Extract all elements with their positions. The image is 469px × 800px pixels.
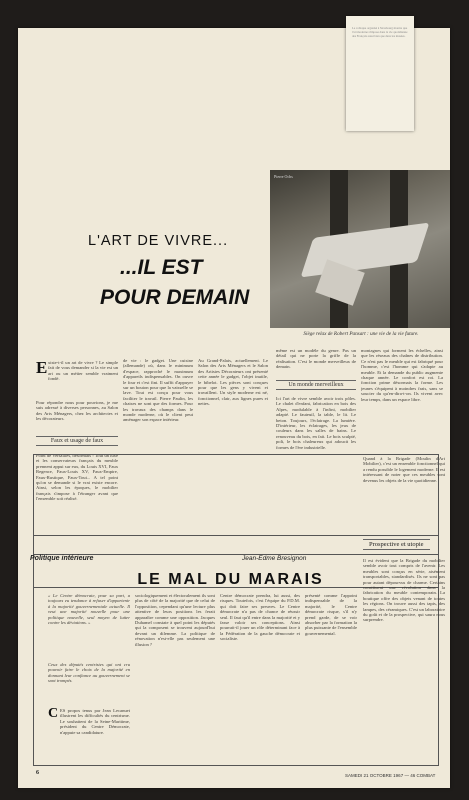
page-number: 6 [36, 770, 39, 776]
column-text: Pour répondre nous pour pouvions, je me suis adressé à diverses personnes, au Salon des Arts Ménagers, chez les architectes et les décorateurs. [36, 400, 118, 422]
column-text: « Le Centre démocrate, pour sa part, a toujours eu tendance à refuser d'appartenir à la majorité gouvernementale actuelle. Il veut une majorité nouvelle pour une politique nouvelle, seul moyen de lutter contre les déviations. » [48, 593, 130, 626]
column-text: Centre démocrate prendra, lui aussi, des risques. Toutefois, c'est l'équipe du P.D.M. qui doit faire ses preuves. Le Centre démocrate n'a pas de chance de réussir seul. Il faut qu'il entre dans la majorité et y fasse valoir ses conceptions. Ainsi pourrait-il jouer un rôle déterminant face à la Fédération de la gauche démocrate et socialiste. [220, 593, 300, 642]
article-box-title: LE MAL DU MARAIS [137, 571, 324, 588]
clipping-text: Le colloque organisé à Strasbourg montre que l'art moderne s'impose dans la vie quotidienne des Français aussi bien que dans les musées. [352, 26, 408, 38]
column-text: Ici l'art de vivre semble avoir trois pôles. Le chalet d'enfant, fabrication en bois des Alpes, modulable à l'infini, mobilier adapté. Le fauteuil, la table, le lit. Le beton. Toujours, l'éclairage. La lumière. D'intérieur, les éclairages, les jeux de couleurs dans les salles de bains. Le renouveau du bois, en fait. Le bois sculpté, poli, le bois chaleureux qui adoucit les formes de l'ère industrielle. [276, 396, 356, 450]
article-subtitle-line1: ...IL EST [120, 256, 203, 279]
section-head-prospective: Prospective et utopie [363, 539, 430, 550]
photo-caption: Siège relax de Robert Pansart : une vie de la vie future. [303, 331, 419, 337]
column-text: Au Grand-Palais, actuellement. Le Salon des Arts Ménagers et le Salon des Artistes Décorateurs ont présenté cette année le gadget, l'objet inutile, le bibelot. Les pièces sont conçues pour que les gens y vivent et travaillent. Un style moderne est né, fonctionnel, clair, aux lignes pures et nettes. [198, 358, 268, 407]
column-text: ES propos tenus par Jean Lecanuet illustrent les difficultés du centrisme. Le souhaitent de la Seine-Maritime, président du Centre Démocrate, n'appuie sa candidature. [60, 708, 130, 735]
column-text: de vie : le gadget. Une cuisine (allemande) où, dans le minimum d'espace, rapproché le maximum d'appareils indispensables. On ouvre le four et c'est fini. Il suffit d'appuyer sur un bouton pour que la vaisselle se lave. Tout est conçu pour vous faciliter le travail. Pierre Paulin, les chaises ne sont que des formes. Pour les travaux des champs dans le monde moderne, où le client peut aménager son espace intérieur. [123, 358, 193, 423]
box-divider [34, 554, 438, 555]
column-text: même est un modèle du genre. Pas un détail qui ne porte la griffe de la réalisation. C'est le monde merveilleux de demain. [276, 348, 356, 370]
rubric-label: Politique intérieure [30, 555, 94, 562]
page-footer: SAMEDI 21 OCTOBRE 1967 — 46 COMBAT [345, 773, 436, 778]
photo-credit: Pierre Ochs [274, 174, 293, 179]
column-text: Il est évident que la Brigade du mobilier semble avoir tout compris de l'avenir. Les meubles sont conçus en série, aisément transportables, standardisés. Ils ne sont pas pour autant dépourvus de charme. Certains constituent une révolution dans la fabrication du meuble contemporain. La boutique offre des objets venant de toutes les régions. On trouve aussi des tapis, des lampes, des céramiques. C'est un laboratoire du goût et de la prospective, qui saura nous surprendre. [363, 558, 445, 623]
drop-cap: C [48, 706, 59, 721]
column-text: montagnes qui forment les échelles, ainsi que les réseaux des chaînes de distribution. Ce n'est pas le meuble qui est fabriqué pour l'homme, c'est l'homme qui s'adapte au meuble. Et la demande du public augmente chaque année. Le confort est roi. La fonction prime désormais la forme. Les jeunes s'équipent à moindres frais, sans se soucier du qu'en-dira-t-on. Ils vivent avec leur temps, dans un espace libre. [361, 348, 443, 402]
article-author: Jean-Edme Bresignon [242, 555, 307, 562]
column-text: Ceux des députés centristes qui ont cru pouvoir faire le choix de la majorité en donnant leur confiance au gouvernement se sont trompés. [48, 662, 130, 684]
column-text: présenté comme l'appoint indispensable de la majorité, le Centre démocrate risque, s'il n'y prend garde, de se voir absorber par la formation la plus puissante de l'ensemble gouvernemental. [305, 593, 357, 636]
column-text: sociologiquement et électoralement ils sont plus de côté de la majorité que de celui de l'opposition, cependant qu'une lecture plus attentive de leurs positions les ferait apparaître comme une opposition. Jacques Duhamel constate à quel point les députés qui la composent se trouvent aujourd'hui devant un dilemme. La politique de rénovation n'est-elle pas seulement une illusion ? [135, 593, 215, 647]
section-head-monde: Un monde merveilleux [276, 380, 356, 390]
section-head-faux-usage: Faux et usage de faux [36, 436, 118, 446]
column-text: xiste-t-il un art de vivre ? Le simple fait de vous demander si la vie est un art ou un métier semble vraiment fondé. [48, 360, 118, 382]
column-text: Quand à la Brigade (Moulin d'Art Mobilier), c'est un ensemble fonctionnel qui a rendu possible le logement moderne. Il est intéressant de noter que ces meubles sont devenus les objets de la vie quotidienne. [363, 456, 445, 483]
newspaper-clipping [346, 16, 414, 131]
column-text: Point de Versailles, désormais ! Tout un luxe et les conservateurs français du meuble prennent appui sur eux, du Louis XVI, Faux Regence, Faux-Louis XV, Faux-Empire, Faux-Rustique, Faux-Tout... A tel point qu'on se demande si le vrai existe encore. Ainsi, selon les époques, le mobilier français s'impose à l'étranger avant que l'ensemble soit réalisé. [36, 453, 118, 502]
article-subtitle-line2: POUR DEMAIN [100, 286, 250, 309]
drop-cap: E [36, 358, 48, 377]
newspaper-page [18, 28, 450, 788]
article-photo [270, 170, 450, 328]
article-title: L'ART DE VIVRE... [88, 233, 229, 249]
photo-chair [301, 223, 430, 278]
